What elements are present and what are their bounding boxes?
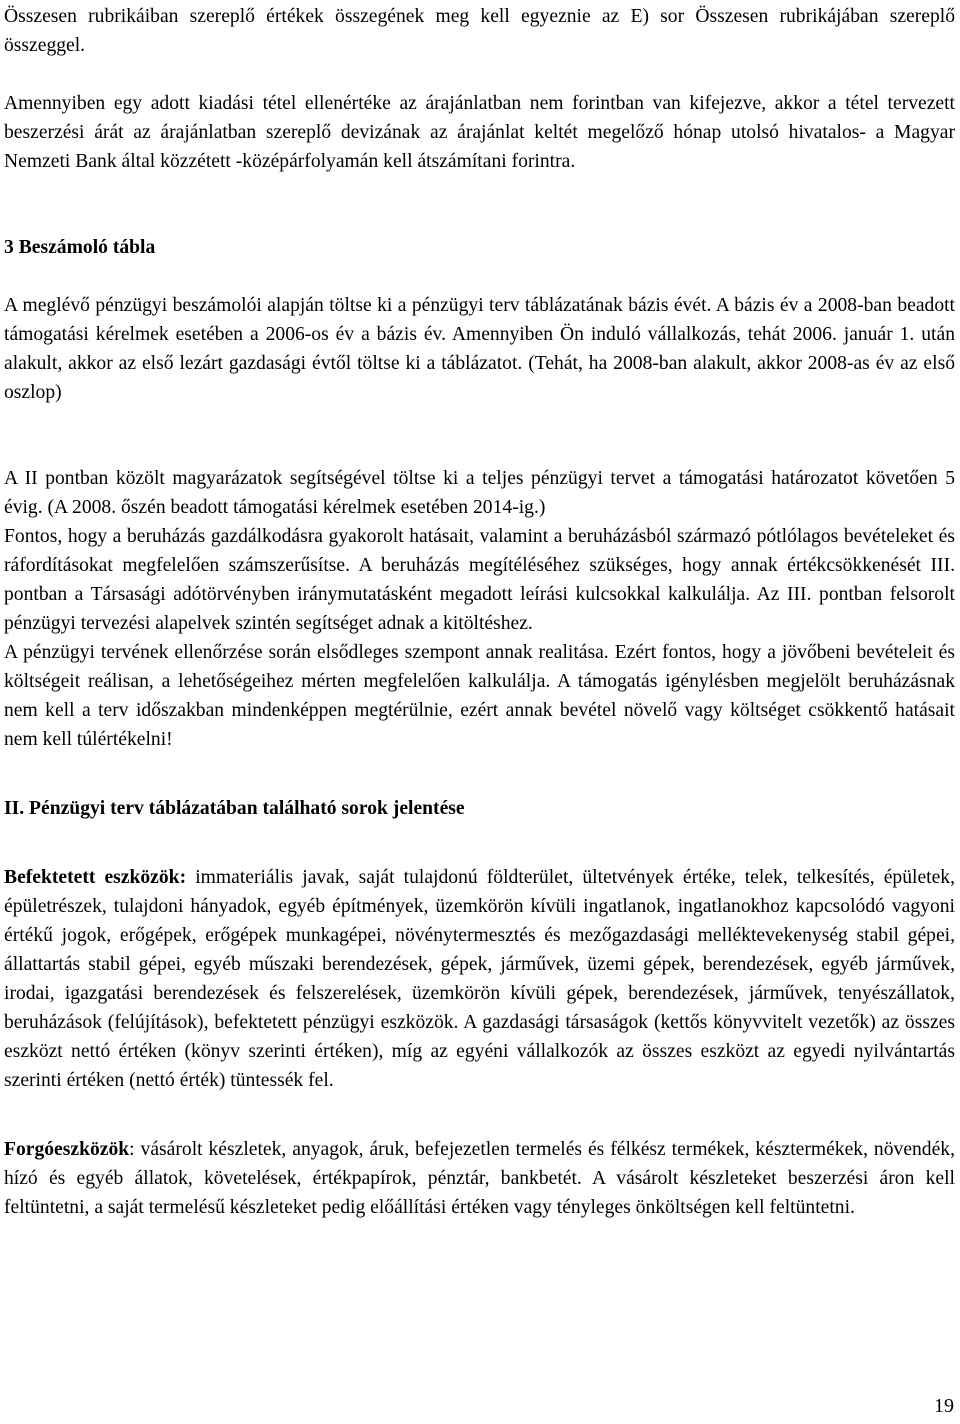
spacer	[4, 754, 955, 794]
spacer	[4, 1095, 955, 1135]
paragraph-befektetett-eszkozok	[4, 863, 955, 1095]
paragraph-penzugyi-terv: A II pontban közölt magyarázatok segítségével töltse ki a teljes pénzügyi tervet a támogatási határozatot követően 5 évig. (A 2008. őszén beadott támogatási kérelmek esetében 2014-ig.)	[4, 468, 955, 518]
document-page	[4, 2, 955, 1222]
paragraph-forgoeszkozok	[4, 1135, 955, 1222]
paragraph-osszesen: Összesen rubrikáiban szereplő értékek összegének meg kell egyeznie az E) sor Összesen rubrikájában szereplő összeggel.	[4, 6, 955, 56]
paragraph-beruhazas-hatasai: Fontos, hogy a beruházás gazdálkodásra gyakorolt hatásait, valamint a beruházásból származó pótlólagos bevételeket és ráfordításokat megfelelően számszerűsítse. A beruházás megítéléséhez szükséges, hogy annak értékcsökkenését III. pontban a Társasági adótörvényben iránymutatásként megadott leírási kulcsokkal kalkulálja. Az III. pontban felsorolt pénzügyi tervezési alapelvek szintén segítséget adnak a kitöltéshez.	[4, 526, 955, 634]
spacer	[4, 823, 955, 863]
definition-forgoeszkozok: : vásárolt készletek, anyagok, áruk, befejezetlen termelés és félkész termékek, késztermékek, növendék, hízó és egyéb állatok, követelések, értékpapírok, pénztár, bankbetét. A vásárolt készleteket beszerzési áron kell feltüntetni, a saját termelésű készleteket pedig előállítási értéken vagy tényleges önköltségen kell feltüntetni.	[4, 1139, 955, 1218]
term-forgoeszkozok: Forgóeszközök	[4, 1139, 130, 1160]
paragraph-arajanlat-deviza: Amennyiben egy adott kiadási tétel ellenértéke az árajánlatban nem forintban van kifejezve, akkor a tétel tervezett beszerzési árát az árajánlatban szereplő devizának az árajánlat keltét megelőző hónap utolsó hivatalos- a Magyar Nemzeti Bank által közzétett -középárfolyamán kell átszámítani forintra.	[4, 93, 955, 172]
definition-befektetett-eszkozok: immateriális javak, saját tulajdonú földterület, ültetvények értéke, telek, telkesítés, épületek, épületrészek, tulajdoni hányadok, egyéb építmények, üzemkörön kívüli ingatlanok, ingatlanokhoz kapcsolódó vagyoni értékű jogok, erőgépek, erőgépek munkagépei, növénytermesztés és mezőgazdasági melléktevekenység stabil gépei, állattartás stabil gépei, egyéb műszaki berendezések, gépek, járművek, üzemi gépek, berendezések, egyéb járművek, irodai, igazgatási berendezések és felszerelések, üzemkörön kívüli gépek, berendezések, járművek, tenyészállatok, beruházások (felújítások), befektetett pénzügyi eszközök. A gazdasági társaságok (kettős könyvvitelt vezetők) az összes eszközt nettó értéken (könyv szerinti értéken), míg az egyéni vállalkozók az összes eszközt az egyedi nyilvántartás szerinti értéken (nettó érték) tüntessék fel.	[4, 867, 955, 1091]
heading-sorok-jelentese: II. Pénzügyi terv táblázatában található sorok jelentése	[4, 798, 465, 819]
heading-beszamolo-tabla: 3 Beszámoló tábla	[4, 237, 156, 258]
term-befektetett-eszkozok: Befektetett eszközök:	[4, 867, 187, 888]
spacer	[4, 60, 955, 89]
spacer	[4, 262, 955, 291]
paragraph-realitas: A pénzügyi tervének ellenőrzése során elsődleges szempont annak realitása. Ezért fontos, hogy a jövőbeni bevételeit és költségeit reálisan, a lehetőségeihez mérten megfelelően kalkulálja. A támogatás igénylésben megjelölt beruházásnak nem kell a terv időszakban mindenképpen megtérülnie, ezért annak bevétel növelő vagy költséget csökkentő hatásait nem kell túlértékelni!	[4, 642, 955, 750]
page-number: 19	[934, 1395, 954, 1417]
spacer	[4, 407, 955, 464]
spacer	[4, 176, 955, 233]
paragraph-bazis-ev: A meglévő pénzügyi beszámolói alapján töltse ki a pénzügyi terv táblázatának bázis évét. A bázis év a 2008-ban beadott támogatási kérelmek esetében a 2006-os év a bázis év. Amennyiben Ön induló vállalkozás, tehát 2006. január 1. után alakult, akkor az első lezárt gazdasági évtől töltse ki a táblázatot. (Tehát, ha 2008-ban alakult, akkor 2008-as év az első oszlop)	[4, 295, 955, 403]
